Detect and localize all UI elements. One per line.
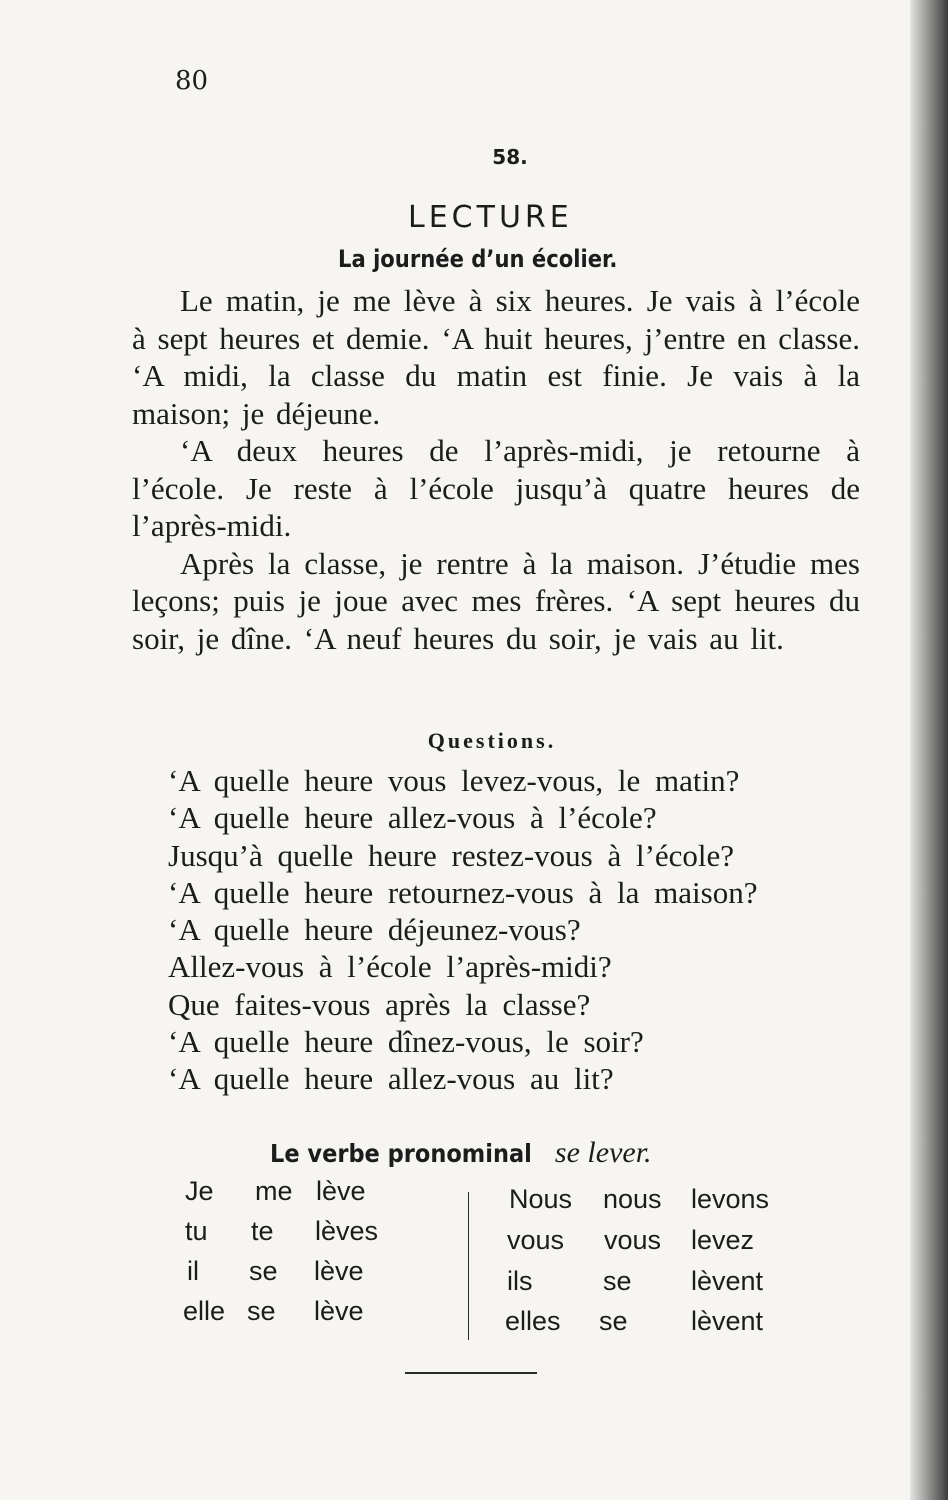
question-item: ‘A quelle heure retournez-vous à la maison? <box>168 874 758 910</box>
reflexive-pronoun: vous <box>604 1225 662 1255</box>
reflexive-pronoun: se <box>247 1296 276 1326</box>
question-list <box>168 762 868 1098</box>
pronoun: Je <box>185 1176 214 1206</box>
question-item: ‘A quelle heure vous levez-vous, le matin? <box>168 763 740 798</box>
verb-form: levez <box>691 1225 755 1255</box>
grammar-title <box>270 1136 652 1170</box>
page-number: 80 <box>175 66 209 96</box>
pronoun: Nous <box>509 1184 573 1214</box>
verb-form: lèvent <box>691 1306 764 1336</box>
question-item: Que faites-vous après la classe? <box>168 986 591 1022</box>
question-item: ‘A quelle heure déjeunez-vous? <box>168 912 581 948</box>
pronoun: il <box>187 1256 199 1286</box>
verb-form: lève <box>316 1176 366 1206</box>
questions-heading: Questions. <box>427 728 557 753</box>
reflexive-pronoun: se <box>603 1266 632 1296</box>
pronoun: elles <box>505 1306 561 1336</box>
pronoun: elle <box>183 1296 226 1326</box>
pronoun: vous <box>507 1225 565 1255</box>
paragraph-afternoon: ‘A deux heures de l’après-midi, je retourne à l’école. Je reste à l’école jusqu’à quatre heures de l’après-midi. <box>132 433 860 543</box>
verb-form: lève <box>314 1256 364 1286</box>
reflexive-pronoun: te <box>251 1216 274 1246</box>
question-item: ‘A quelle heure allez-vous au lit? <box>168 1061 614 1097</box>
reading-text <box>132 282 860 657</box>
grammar-verb: se lever. <box>554 1136 652 1169</box>
reflexive-pronoun: nous <box>603 1184 662 1214</box>
paragraph-morning: Le matin, je me lève à six heures. Je vais à l’école à sept heures et demie. ‘A huit heures, j’entre en classe. ‘A midi, la classe du matin est finie. Je vais à la maison; je déjeune. <box>132 283 860 431</box>
grammar-label: Le verbe pronominal <box>270 1139 532 1168</box>
pronoun: tu <box>185 1216 208 1246</box>
pronoun: ils <box>507 1266 533 1296</box>
column-divider <box>468 1192 469 1340</box>
question-item: ‘A quelle heure dînez-vous, le soir? <box>168 1024 644 1060</box>
reflexive-pronoun: se <box>249 1256 278 1286</box>
question-item: ‘A quelle heure allez-vous à l’école? <box>168 800 657 836</box>
reflexive-pronoun: me <box>255 1176 293 1206</box>
verb-form: lève <box>314 1296 364 1326</box>
verb-form: lèvent <box>691 1266 764 1296</box>
question-item: Allez-vous à l’école l’après-midi? <box>168 949 612 985</box>
reading-heading: LECTURE <box>408 200 573 235</box>
verb-form: levons <box>691 1184 770 1214</box>
paragraph-evening: Après la classe, je rentre à la maison. J’étudie mes leçons; puis je joue avec mes frères. ‘A sept heures du soir, je dîne. ‘A neuf heures du soir, je vais au lit. <box>132 545 860 656</box>
reading-title: La journée d’un écolier. <box>338 245 618 273</box>
lesson-number: 58. <box>492 145 528 169</box>
section-rule <box>405 1372 537 1374</box>
reflexive-pronoun: se <box>599 1306 628 1336</box>
question-item: Jusqu’à quelle heure restez-vous à l’école? <box>168 837 735 873</box>
verb-form: lèves <box>315 1216 379 1246</box>
